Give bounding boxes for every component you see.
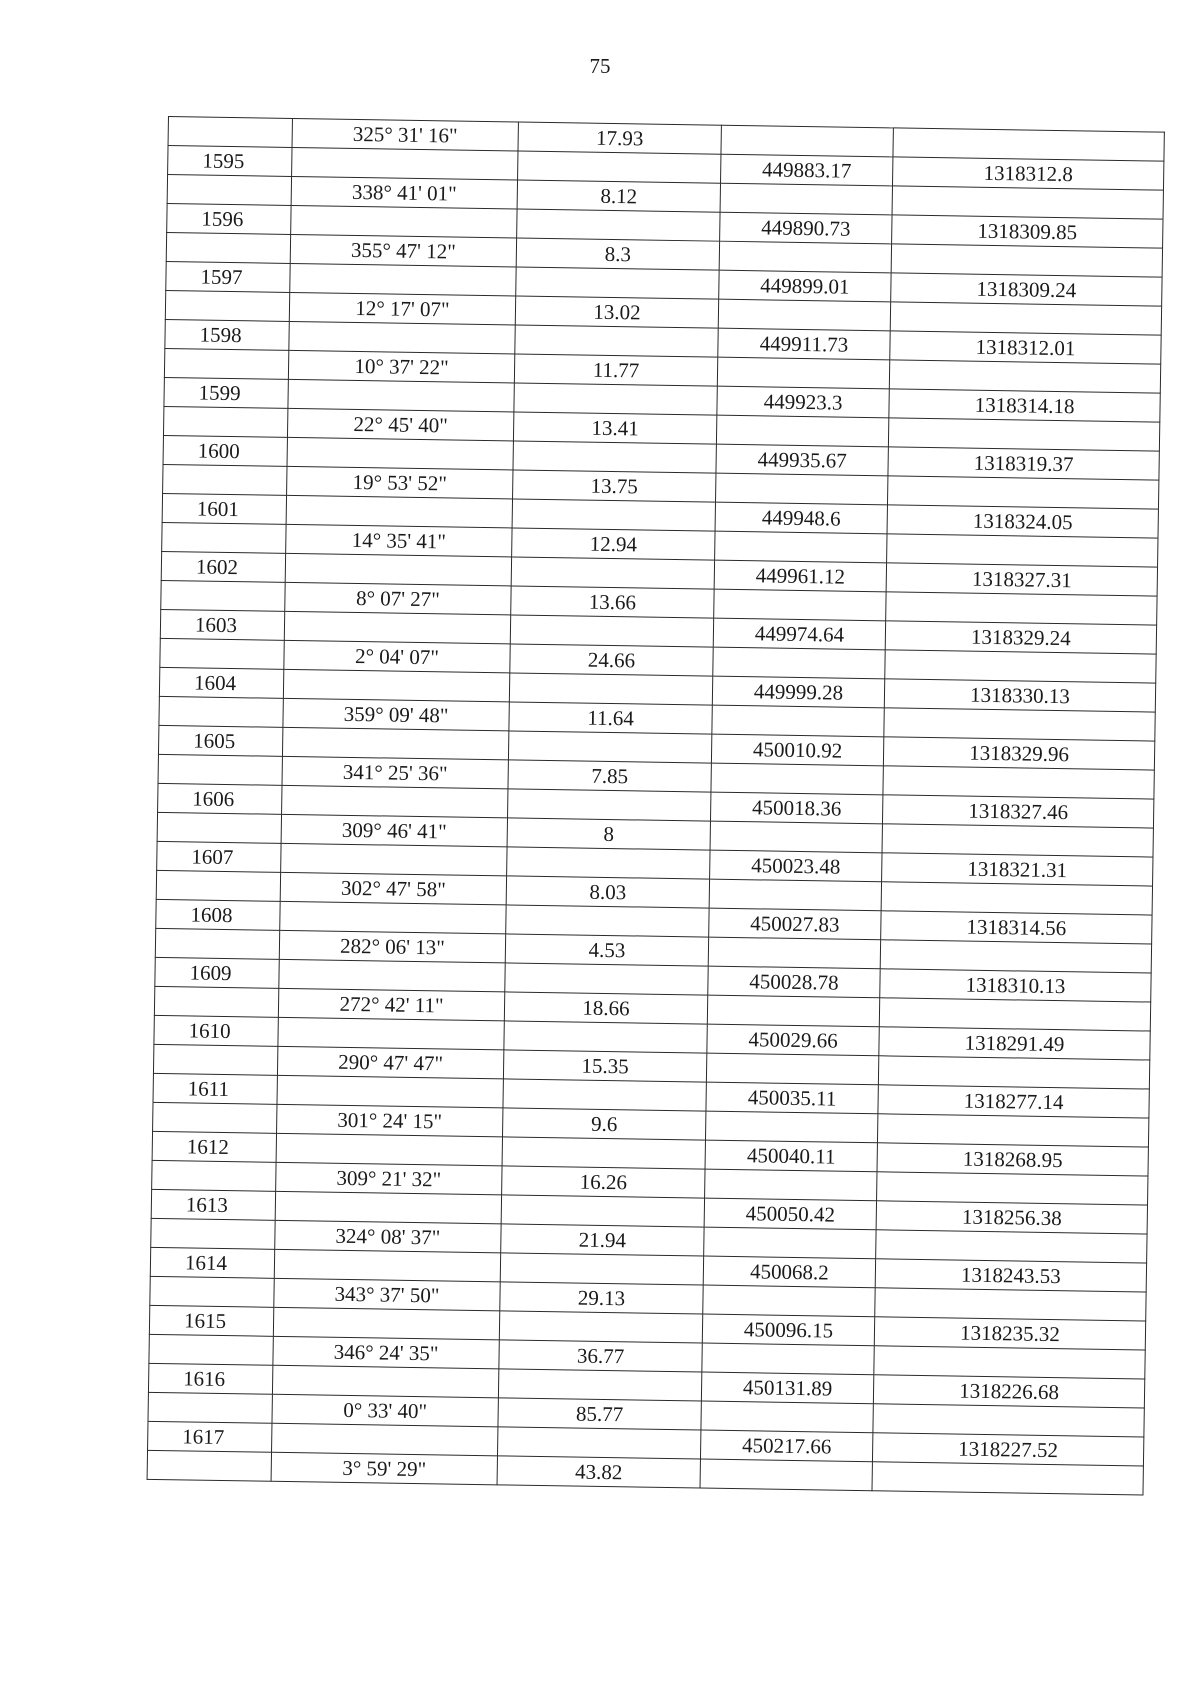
empty-cell [890, 302, 1161, 335]
empty-cell [705, 1111, 877, 1143]
distance-cell: 29.13 [500, 1282, 703, 1314]
station-id-cell: 1605 [158, 725, 282, 756]
empty-cell [150, 1276, 274, 1307]
empty-cell [504, 1021, 707, 1053]
empty-cell [872, 1462, 1143, 1495]
empty-cell [273, 1307, 499, 1340]
survey-coordinates-table [147, 116, 1165, 1495]
x-coordinate-cell: 450023.48 [710, 850, 882, 882]
empty-cell [515, 325, 718, 357]
station-id-cell: 1595 [168, 146, 292, 177]
station-id-cell: 1597 [166, 261, 290, 292]
empty-cell [497, 1427, 700, 1459]
empty-cell [157, 812, 281, 843]
distance-cell: 36.77 [499, 1340, 702, 1372]
empty-cell [163, 464, 287, 495]
empty-cell [889, 360, 1160, 393]
x-coordinate-cell: 450035.11 [706, 1082, 878, 1114]
x-coordinate-cell: 450018.36 [710, 792, 882, 824]
bearing-cell: 8° 07' 27" [285, 582, 511, 615]
bearing-cell: 324° 08' 37" [275, 1220, 501, 1253]
y-coordinate-cell: 1318309.85 [892, 215, 1163, 248]
x-coordinate-cell: 449974.64 [713, 618, 885, 650]
bearing-cell: 3° 59' 29" [271, 1452, 497, 1485]
empty-cell [891, 244, 1162, 277]
empty-cell [272, 1365, 498, 1398]
empty-cell [705, 1169, 877, 1201]
station-id-cell: 1616 [148, 1363, 272, 1394]
y-coordinate-cell: 1318226.68 [873, 1375, 1144, 1408]
table-body [147, 117, 1164, 1495]
empty-cell [499, 1311, 702, 1343]
bearing-cell: 19° 53' 52" [287, 466, 513, 499]
empty-cell [507, 847, 710, 879]
empty-cell [707, 995, 879, 1027]
station-id-cell: 1601 [162, 493, 286, 524]
y-coordinate-cell: 1318329.96 [883, 737, 1154, 770]
station-id-cell: 1615 [149, 1305, 273, 1336]
empty-cell [711, 763, 883, 795]
empty-cell [155, 928, 279, 959]
empty-cell [506, 905, 709, 937]
x-coordinate-cell: 449883.17 [721, 154, 893, 186]
empty-cell [166, 232, 290, 263]
empty-cell [714, 589, 886, 621]
empty-cell [713, 647, 885, 679]
empty-cell [281, 843, 507, 876]
x-coordinate-cell: 449890.73 [720, 212, 892, 244]
y-coordinate-cell: 1318235.32 [874, 1317, 1145, 1350]
bearing-cell: 14° 35' 41" [286, 524, 512, 557]
empty-cell [510, 615, 713, 647]
bearing-cell: 282° 06' 13" [279, 930, 505, 963]
bearing-cell: 301° 24' 15" [277, 1104, 503, 1137]
empty-cell [503, 1079, 706, 1111]
empty-cell [883, 766, 1154, 799]
empty-cell [704, 1227, 876, 1259]
station-id-cell: 1617 [148, 1421, 272, 1452]
distance-cell: 8 [507, 818, 710, 850]
bearing-cell: 22° 45' 40" [287, 408, 513, 441]
x-coordinate-cell: 450068.2 [703, 1256, 875, 1288]
y-coordinate-cell: 1318243.53 [875, 1259, 1146, 1292]
distance-cell: 4.53 [505, 934, 708, 966]
distance-cell: 8.12 [517, 180, 720, 212]
station-id-cell: 1609 [155, 957, 279, 988]
empty-cell [148, 1392, 272, 1423]
empty-cell [508, 731, 711, 763]
station-id-cell: 1603 [160, 609, 284, 640]
empty-cell [718, 299, 890, 331]
x-coordinate-cell: 449935.67 [716, 444, 888, 476]
y-coordinate-cell: 1318312.01 [890, 331, 1161, 364]
empty-cell [278, 1017, 504, 1050]
station-id-cell: 1599 [164, 377, 288, 408]
distance-cell: 24.66 [510, 644, 713, 676]
empty-cell [715, 531, 887, 563]
empty-cell [276, 1133, 502, 1166]
bearing-cell: 309° 46' 41" [281, 814, 507, 847]
distance-cell: 8.03 [506, 876, 709, 908]
empty-cell [884, 708, 1155, 741]
empty-cell [716, 415, 888, 447]
distance-cell: 9.6 [503, 1108, 706, 1140]
station-id-cell: 1598 [165, 319, 289, 350]
x-coordinate-cell: 450050.42 [704, 1198, 876, 1230]
empty-cell [887, 476, 1158, 509]
empty-cell [165, 290, 289, 321]
empty-cell [280, 901, 506, 934]
bearing-cell: 272° 42' 11" [278, 988, 504, 1021]
station-id-cell: 1613 [151, 1189, 275, 1220]
y-coordinate-cell: 1318268.95 [877, 1143, 1148, 1176]
distance-cell: 15.35 [503, 1050, 706, 1082]
station-id-cell: 1596 [167, 203, 291, 234]
empty-cell [514, 383, 717, 415]
bearing-cell: 2° 04' 07" [284, 640, 510, 673]
y-coordinate-cell: 1318329.24 [885, 621, 1156, 654]
empty-cell [511, 557, 714, 589]
empty-cell [893, 128, 1164, 161]
y-coordinate-cell: 1318314.56 [881, 911, 1152, 944]
empty-cell [156, 870, 280, 901]
empty-cell [505, 963, 708, 995]
empty-cell [500, 1253, 703, 1285]
distance-cell: 13.66 [511, 586, 714, 618]
distance-cell: 11.77 [514, 354, 717, 386]
empty-cell [284, 611, 510, 644]
empty-cell [885, 650, 1156, 683]
bearing-cell: 325° 31' 16" [292, 118, 518, 151]
empty-cell [878, 1056, 1149, 1089]
y-coordinate-cell: 1318324.05 [887, 505, 1158, 538]
x-coordinate-cell: 450010.92 [711, 734, 883, 766]
empty-cell [712, 705, 884, 737]
empty-cell [498, 1369, 701, 1401]
bearing-cell: 302° 47' 58" [280, 872, 506, 905]
y-coordinate-cell: 1318291.49 [879, 1027, 1150, 1060]
empty-cell [161, 580, 285, 611]
empty-cell [512, 499, 715, 531]
empty-cell [882, 824, 1153, 857]
station-id-cell: 1608 [156, 899, 280, 930]
y-coordinate-cell: 1318310.13 [880, 969, 1151, 1002]
empty-cell [886, 592, 1157, 625]
empty-cell [717, 357, 889, 389]
y-coordinate-cell: 1318327.46 [882, 795, 1153, 828]
empty-cell [153, 1102, 277, 1133]
empty-cell [706, 1053, 878, 1085]
empty-cell [879, 998, 1150, 1031]
station-id-cell: 1607 [157, 841, 281, 872]
empty-cell [282, 727, 508, 760]
y-coordinate-cell: 1318319.37 [888, 447, 1159, 480]
bearing-cell: 309° 21' 32" [276, 1162, 502, 1195]
x-coordinate-cell: 449948.6 [715, 502, 887, 534]
distance-cell: 13.02 [515, 296, 718, 328]
bearing-cell: 359° 09' 48" [283, 698, 509, 731]
empty-cell [508, 789, 711, 821]
empty-cell [716, 473, 888, 505]
empty-cell [700, 1459, 872, 1491]
station-id-cell: 1611 [153, 1073, 277, 1104]
empty-cell [282, 785, 508, 818]
distance-cell: 8.3 [516, 238, 719, 270]
x-coordinate-cell: 450028.78 [708, 966, 880, 998]
distance-cell: 11.64 [509, 702, 712, 734]
x-coordinate-cell: 449999.28 [712, 676, 884, 708]
y-coordinate-cell: 1318330.13 [884, 679, 1155, 712]
station-id-cell: 1612 [152, 1131, 276, 1162]
empty-cell [502, 1137, 705, 1169]
empty-cell [517, 209, 720, 241]
empty-cell [291, 205, 517, 238]
empty-cell [509, 673, 712, 705]
bearing-cell: 338° 41' 01" [291, 176, 517, 209]
station-id-cell: 1602 [161, 551, 285, 582]
empty-cell [710, 821, 882, 853]
y-coordinate-cell: 1318314.18 [889, 389, 1160, 422]
empty-cell [168, 117, 292, 148]
y-coordinate-cell: 1318256.38 [876, 1201, 1147, 1234]
empty-cell [874, 1346, 1145, 1379]
empty-cell [159, 696, 283, 727]
x-coordinate-cell: 450131.89 [701, 1372, 873, 1404]
empty-cell [721, 125, 893, 157]
distance-cell: 7.85 [508, 760, 711, 792]
empty-cell [160, 638, 284, 669]
empty-cell [292, 147, 518, 180]
station-id-cell: 1604 [159, 667, 283, 698]
empty-cell [501, 1195, 704, 1227]
x-coordinate-cell: 449923.3 [717, 386, 889, 418]
x-coordinate-cell: 450027.83 [709, 908, 881, 940]
y-coordinate-cell: 1318277.14 [878, 1085, 1149, 1118]
empty-cell [708, 937, 880, 969]
y-coordinate-cell: 1318309.24 [891, 273, 1162, 306]
distance-cell: 17.93 [518, 122, 721, 154]
bearing-cell: 341° 25' 36" [282, 756, 508, 789]
empty-cell [279, 959, 505, 992]
empty-cell [163, 406, 287, 437]
empty-cell [152, 1160, 276, 1191]
empty-cell [287, 437, 513, 470]
empty-cell [702, 1343, 874, 1375]
distance-cell: 13.75 [513, 470, 716, 502]
empty-cell [158, 754, 282, 785]
empty-cell [149, 1334, 273, 1365]
empty-cell [162, 522, 286, 553]
x-coordinate-cell: 450040.11 [705, 1140, 877, 1172]
empty-cell [153, 1044, 277, 1075]
distance-cell: 12.94 [512, 528, 715, 560]
y-coordinate-cell: 1318321.31 [882, 853, 1153, 886]
x-coordinate-cell: 449961.12 [714, 560, 886, 592]
empty-cell [892, 186, 1163, 219]
station-id-cell: 1610 [154, 1015, 278, 1046]
bearing-cell: 290° 47' 47" [277, 1046, 503, 1079]
empty-cell [289, 321, 515, 354]
empty-cell [286, 495, 512, 528]
distance-cell: 85.77 [498, 1398, 701, 1430]
empty-cell [275, 1191, 501, 1224]
empty-cell [873, 1404, 1144, 1437]
empty-cell [880, 940, 1151, 973]
x-coordinate-cell: 450217.66 [700, 1430, 872, 1462]
distance-cell: 43.82 [497, 1456, 700, 1488]
distance-cell: 16.26 [502, 1166, 705, 1198]
station-id-cell: 1600 [163, 435, 287, 466]
x-coordinate-cell: 449911.73 [718, 328, 890, 360]
bearing-cell: 10° 37' 22" [288, 350, 514, 383]
empty-cell [887, 534, 1158, 567]
empty-cell [164, 348, 288, 379]
page-number: 75 [589, 54, 611, 78]
empty-cell [513, 441, 716, 473]
empty-cell [154, 986, 278, 1017]
empty-cell [703, 1285, 875, 1317]
y-coordinate-cell: 1318312.8 [892, 157, 1163, 190]
empty-cell [288, 379, 514, 412]
distance-cell: 21.94 [501, 1224, 704, 1256]
empty-cell [283, 669, 509, 702]
empty-cell [277, 1075, 503, 1108]
x-coordinate-cell: 450096.15 [702, 1314, 874, 1346]
bearing-cell: 12° 17' 07" [289, 292, 515, 325]
x-coordinate-cell: 449899.01 [719, 270, 891, 302]
bearing-cell: 0° 33' 40" [272, 1394, 498, 1427]
empty-cell [709, 879, 881, 911]
distance-cell: 18.66 [504, 992, 707, 1024]
x-coordinate-cell: 450029.66 [707, 1024, 879, 1056]
station-id-cell: 1606 [158, 783, 282, 814]
empty-cell [875, 1288, 1146, 1321]
empty-cell [285, 553, 511, 586]
empty-cell [151, 1218, 275, 1249]
bearing-cell: 343° 37' 50" [274, 1278, 500, 1311]
empty-cell [888, 418, 1159, 451]
empty-cell [876, 1230, 1147, 1263]
empty-cell [147, 1450, 271, 1481]
empty-cell [877, 1172, 1148, 1205]
distance-cell: 13.41 [513, 412, 716, 444]
empty-cell [167, 175, 291, 206]
y-coordinate-cell: 1318227.52 [872, 1433, 1143, 1466]
empty-cell [272, 1423, 498, 1456]
empty-cell [518, 151, 721, 183]
bearing-cell: 346° 24' 35" [273, 1336, 499, 1369]
empty-cell [290, 263, 516, 296]
y-coordinate-cell: 1318327.31 [886, 563, 1157, 596]
station-id-cell: 1614 [150, 1247, 274, 1278]
empty-cell [274, 1249, 500, 1282]
empty-cell [701, 1401, 873, 1433]
empty-cell [881, 882, 1152, 915]
empty-cell [719, 241, 891, 273]
empty-cell [516, 267, 719, 299]
empty-cell [720, 183, 892, 215]
empty-cell [877, 1114, 1148, 1147]
bearing-cell: 355° 47' 12" [290, 234, 516, 267]
